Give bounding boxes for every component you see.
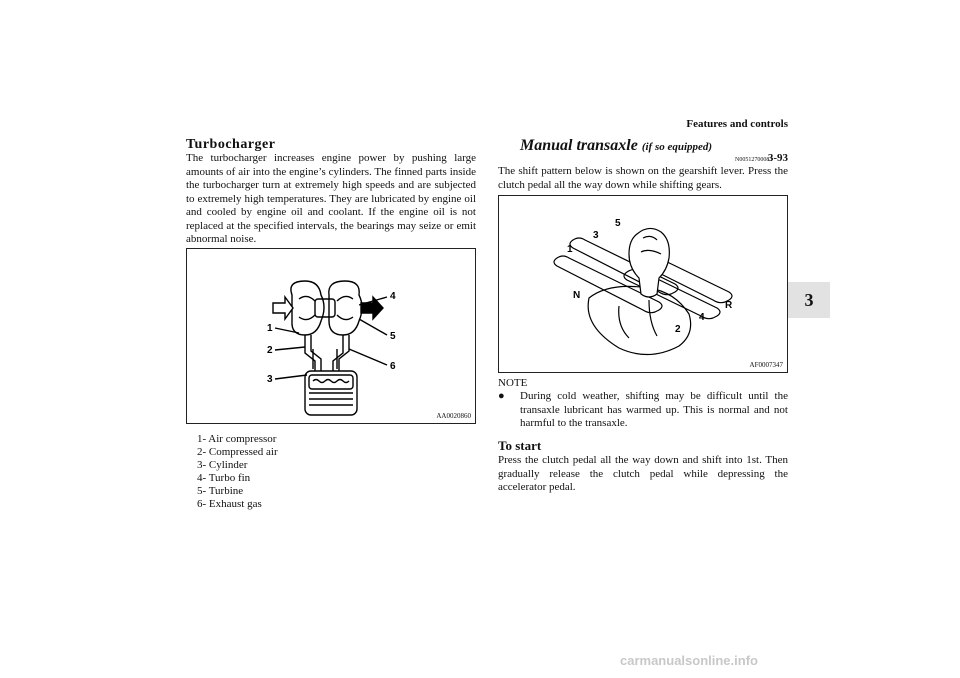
gear-label-r: R (725, 300, 733, 311)
figure-code: AF0007347 (749, 361, 783, 369)
turbocharger-heading: Turbocharger (186, 137, 276, 152)
bullet-icon: ● (498, 390, 505, 402)
manual-transaxle-body: The shift pattern below is shown on the gearshift lever. Press the clutch pedal all the way down while shifting gears. (498, 165, 788, 191)
turbocharger-diagram (187, 249, 475, 423)
note-label: NOTE (498, 377, 528, 389)
to-start-heading: To start (498, 438, 542, 453)
manual-transaxle-title: Manual transaxle (520, 137, 638, 154)
to-start-body: Press the clutch pedal all the way down and shift into 1st. Then gradually release the clutch pedal while depressing the accelerator pedal. (498, 454, 788, 493)
gear-label-4: 4 (699, 312, 705, 323)
watermark: carmanualsonline.info (620, 653, 758, 668)
chapter-tab: 3 (788, 282, 830, 318)
callout-2: 2 (267, 345, 273, 356)
turbocharger-legend (197, 433, 278, 511)
page-number: 3-93 (767, 152, 788, 164)
manual-transaxle-subtitle: (if so equipped) (641, 141, 713, 153)
legend-item: 4- Turbo fin (197, 472, 251, 484)
section-code: N00512700083 (735, 157, 773, 163)
gear-label-n: N (573, 290, 581, 301)
legend-item: 2- Compressed air (197, 446, 278, 458)
legend-item: 5- Turbine (197, 485, 244, 497)
legend-item: 6- Exhaust gas (197, 498, 262, 510)
figure-code: AA0020860 (436, 412, 471, 420)
section-header: Features and controls (686, 118, 788, 130)
callout-1: 1 (267, 323, 273, 334)
callout-3: 3 (267, 374, 273, 385)
legend-item: 3- Cylinder (197, 459, 248, 471)
gear-label-3: 3 (593, 230, 599, 241)
legend-item: 1- Air compressor (197, 433, 277, 445)
callout-6: 6 (390, 361, 396, 372)
note-text: During cold weather, shifting may be difficult until the transaxle lubricant has warmed up. This is normal and not harmful to the transaxle. (520, 390, 788, 429)
shift-pattern-diagram (499, 196, 787, 372)
turbocharger-body: The turbocharger increases engine power by pushing large amounts of air into the engine’s cylinders. The finned parts inside the turbocharger turn at extremely high speeds and are subjected to extremely high temperatures. They are lubricated by engine oil and cooled by engine oil and coolant. If the engine oil is not replaced at the specified intervals, the bearings may seize or emit abnormal noise. (186, 152, 476, 245)
gear-label-1: 1 (567, 244, 573, 255)
turbocharger-figure (186, 248, 476, 424)
gear-label-5: 5 (615, 218, 621, 229)
callout-4: 4 (390, 291, 396, 302)
gear-label-2: 2 (675, 324, 681, 335)
manual-transaxle-heading (520, 137, 712, 155)
note-bullet (498, 390, 788, 431)
callout-5: 5 (390, 331, 396, 342)
shift-pattern-figure (498, 195, 788, 373)
